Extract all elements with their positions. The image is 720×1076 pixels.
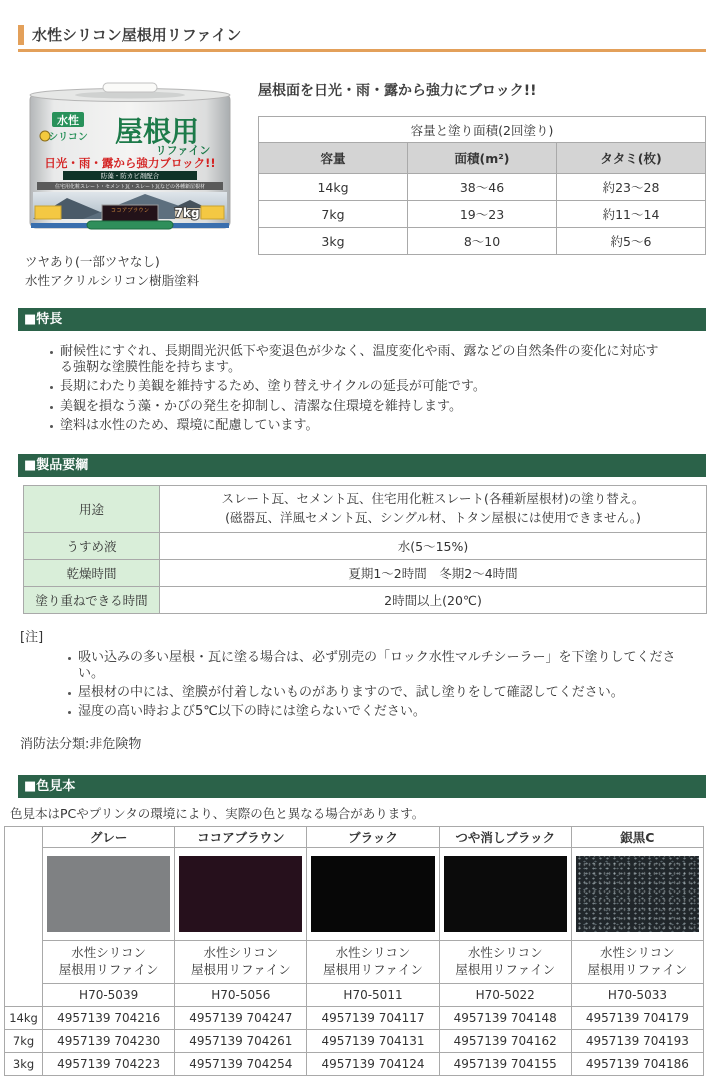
- can-catch-copy: 日光・雨・露から強力ブロック!!: [44, 156, 216, 170]
- notes-block: [20, 626, 720, 721]
- can-size-label: 7kg: [174, 206, 200, 220]
- color-code: H70-5033: [571, 983, 703, 1006]
- color-sample-table: [4, 826, 704, 1076]
- jan-code: 4957139 704247: [175, 1006, 307, 1029]
- spec-value: [160, 486, 707, 533]
- spec-label: 塗り重ねできる時間: [24, 586, 160, 613]
- list-item: 美観を損なう藻・かびの発生を抑制し、清潔な住環境を維持します。: [47, 399, 665, 415]
- can-name-large: 屋根用: [114, 115, 200, 148]
- color-name: グレー: [43, 826, 175, 847]
- spec-value-line: (磁器瓦、洋風セメント瓦、シングル材、トタン屋根には使用できません。): [225, 509, 641, 525]
- fire-classification: 消防法分類:非危険物: [20, 736, 142, 752]
- size-row-label: 3kg: [5, 1052, 43, 1075]
- product-page: [0, 25, 720, 1071]
- table-row: [5, 847, 704, 940]
- headline: 屋根面を日光・雨・露から強力にブロック!!: [258, 83, 537, 99]
- table-row: [24, 532, 707, 559]
- product-name-cell: 水性シリコン 屋根用リファイン: [439, 940, 571, 983]
- table-row: [5, 940, 704, 983]
- capacity-header-area: 面積(m²): [408, 143, 557, 174]
- spec-label: うすめ液: [24, 532, 160, 559]
- list-item: 耐候性にすぐれ、長期間光沢低下や変退色が少なく、温度変化や雨、露などの自然条件の変化に対応する強靭な塗膜性能を持ちます。: [47, 344, 665, 377]
- top-section: [25, 80, 706, 291]
- table-row: [5, 826, 704, 847]
- capacity-volume: 3kg: [259, 228, 408, 255]
- can-badge-top: 水性: [57, 114, 79, 127]
- empty-corner-cell: [5, 826, 43, 1006]
- capacity-volume: 7kg: [259, 201, 408, 228]
- color-name: 銀黒C: [571, 826, 703, 847]
- jan-code: 4957139 704193: [571, 1029, 703, 1052]
- capacity-tatami: 約11〜14: [557, 201, 706, 228]
- capacity-column: [258, 80, 706, 255]
- jan-code: 4957139 704254: [175, 1052, 307, 1075]
- table-row: [259, 174, 706, 201]
- notes-heading: [注]: [20, 629, 44, 645]
- table-row: [24, 486, 707, 533]
- product-image-column: [25, 80, 235, 291]
- right-tag: [201, 206, 224, 219]
- color-name: ブラック: [307, 826, 439, 847]
- table-row: [5, 1029, 704, 1052]
- jan-code: 4957139 704261: [175, 1029, 307, 1052]
- spec-value: 水(5〜15%): [160, 532, 707, 559]
- capacity-volume: 14kg: [259, 174, 408, 201]
- jan-code: 4957139 704216: [43, 1006, 175, 1029]
- specs-section-heading: ■製品要綱: [18, 454, 706, 477]
- color-chip-label: ココアブラウン: [110, 208, 150, 214]
- capacity-header-tatami: タタミ(枚): [557, 143, 706, 174]
- jan-code: 4957139 704223: [43, 1052, 175, 1075]
- product-name-cell: 水性シリコン 屋根用リファイン: [307, 940, 439, 983]
- color-swatch-silver-black: [576, 856, 699, 932]
- gloss-line-1: ツヤあり(一部ツヤなし): [25, 254, 160, 269]
- list-item: 吸い込みの多い屋根・瓦に塗る場合は、必ず別売の「ロック水性マルチシーラー」を下塗りしてください。: [65, 650, 680, 683]
- notes-list: [65, 650, 680, 721]
- page-title: 水性シリコン屋根用リファイン: [18, 25, 706, 45]
- size-row-label: 14kg: [5, 1006, 43, 1029]
- list-item: 湿度の高い時および5℃以下の時には塗らないでください。: [65, 704, 680, 720]
- specs-table: [23, 485, 707, 614]
- product-name-cell: 水性シリコン 屋根用リファイン: [175, 940, 307, 983]
- can-band-text: 防藻・防カビ剤配合: [100, 172, 160, 180]
- capacity-table-title: 容量と塗り面積(2回塗り): [259, 117, 706, 143]
- capacity-tatami: 約23〜28: [557, 174, 706, 201]
- spec-value: 夏期1〜2時間 冬期2〜4時間: [160, 559, 707, 586]
- table-row: [5, 1006, 704, 1029]
- capacity-area: 19〜23: [408, 201, 557, 228]
- size-row-label: 7kg: [5, 1029, 43, 1052]
- capacity-area: 38〜46: [408, 174, 557, 201]
- spec-label: 乾燥時間: [24, 559, 160, 586]
- table-row: [24, 559, 707, 586]
- paint-can-illustration: [25, 80, 235, 242]
- features-section-heading: ■特長: [18, 308, 706, 331]
- brand-pill: [87, 221, 173, 229]
- page-header: [18, 25, 706, 52]
- capacity-area: 8〜10: [408, 228, 557, 255]
- color-code: H70-5011: [307, 983, 439, 1006]
- swatch-cell: [43, 847, 175, 940]
- can-usage-text: 住宅用化粧スレート・セメント瓦・スレート瓦などの各種新屋根材: [54, 184, 206, 190]
- table-row: [259, 228, 706, 255]
- can-badge-bottom: シリコン: [48, 132, 88, 143]
- color-swatch-matte-black: [444, 856, 567, 932]
- product-name-cell: 水性シリコン 屋根用リファイン: [571, 940, 703, 983]
- color-code: H70-5056: [175, 983, 307, 1006]
- swatch-cell: [571, 847, 703, 940]
- capacity-table: [258, 116, 706, 255]
- spec-label: 用途: [24, 486, 160, 533]
- jan-code: 4957139 704155: [439, 1052, 571, 1075]
- jan-code: 4957139 704179: [571, 1006, 703, 1029]
- left-tag: [35, 206, 61, 219]
- features-list: [47, 344, 665, 434]
- color-name: つや消しブラック: [439, 826, 571, 847]
- swatch-cell: [439, 847, 571, 940]
- table-row: [5, 1052, 704, 1075]
- jan-code: 4957139 704148: [439, 1006, 571, 1029]
- gloss-line-2: 水性アクリルシリコン樹脂塗料: [25, 273, 200, 289]
- spec-value: 2時間以上(20℃): [160, 586, 707, 613]
- product-name-cell: 水性シリコン 屋根用リファイン: [43, 940, 175, 983]
- jan-code: 4957139 704124: [307, 1052, 439, 1075]
- color-swatch-gray: [47, 856, 170, 932]
- list-item: 長期にわたり美観を維持するため、塗り替えサイクルの延長が可能です。: [47, 379, 665, 395]
- color-disclaimer: 色見本はPCやプリンタの環境により、実際の色と異なる場合があります。: [10, 805, 425, 821]
- list-item: 塗料は水性のため、環境に配慮しています。: [47, 418, 665, 434]
- color-code: H70-5022: [439, 983, 571, 1006]
- can-name-sub: リファイン: [155, 144, 211, 157]
- spec-value-line: スレート瓦、セメント瓦、住宅用化粧スレート(各種新屋根材)の塗り替え。: [221, 491, 645, 506]
- jan-code: 4957139 704186: [571, 1052, 703, 1075]
- color-swatch-cocoa-brown: [179, 856, 302, 932]
- gloss-note: [25, 252, 235, 291]
- jan-code: 4957139 704230: [43, 1029, 175, 1052]
- color-swatch-black: [311, 856, 434, 932]
- jan-code: 4957139 704131: [307, 1029, 439, 1052]
- jan-code: 4957139 704117: [307, 1006, 439, 1029]
- colors-section-heading: ■色見本: [18, 775, 706, 798]
- jan-code: 4957139 704162: [439, 1029, 571, 1052]
- product-can-image: [25, 80, 235, 242]
- table-row: [24, 586, 707, 613]
- color-code: H70-5039: [43, 983, 175, 1006]
- can-handle: [103, 83, 157, 92]
- swatch-cell: [307, 847, 439, 940]
- swatch-cell: [175, 847, 307, 940]
- capacity-tatami: 約5〜6: [557, 228, 706, 255]
- list-item: 屋根材の中には、塗膜が付着しないものがありますので、試し塗りをして確認してください。: [65, 685, 680, 701]
- table-row: [259, 201, 706, 228]
- capacity-header-volume: 容量: [259, 143, 408, 174]
- color-name: ココアブラウン: [175, 826, 307, 847]
- table-row: [5, 983, 704, 1006]
